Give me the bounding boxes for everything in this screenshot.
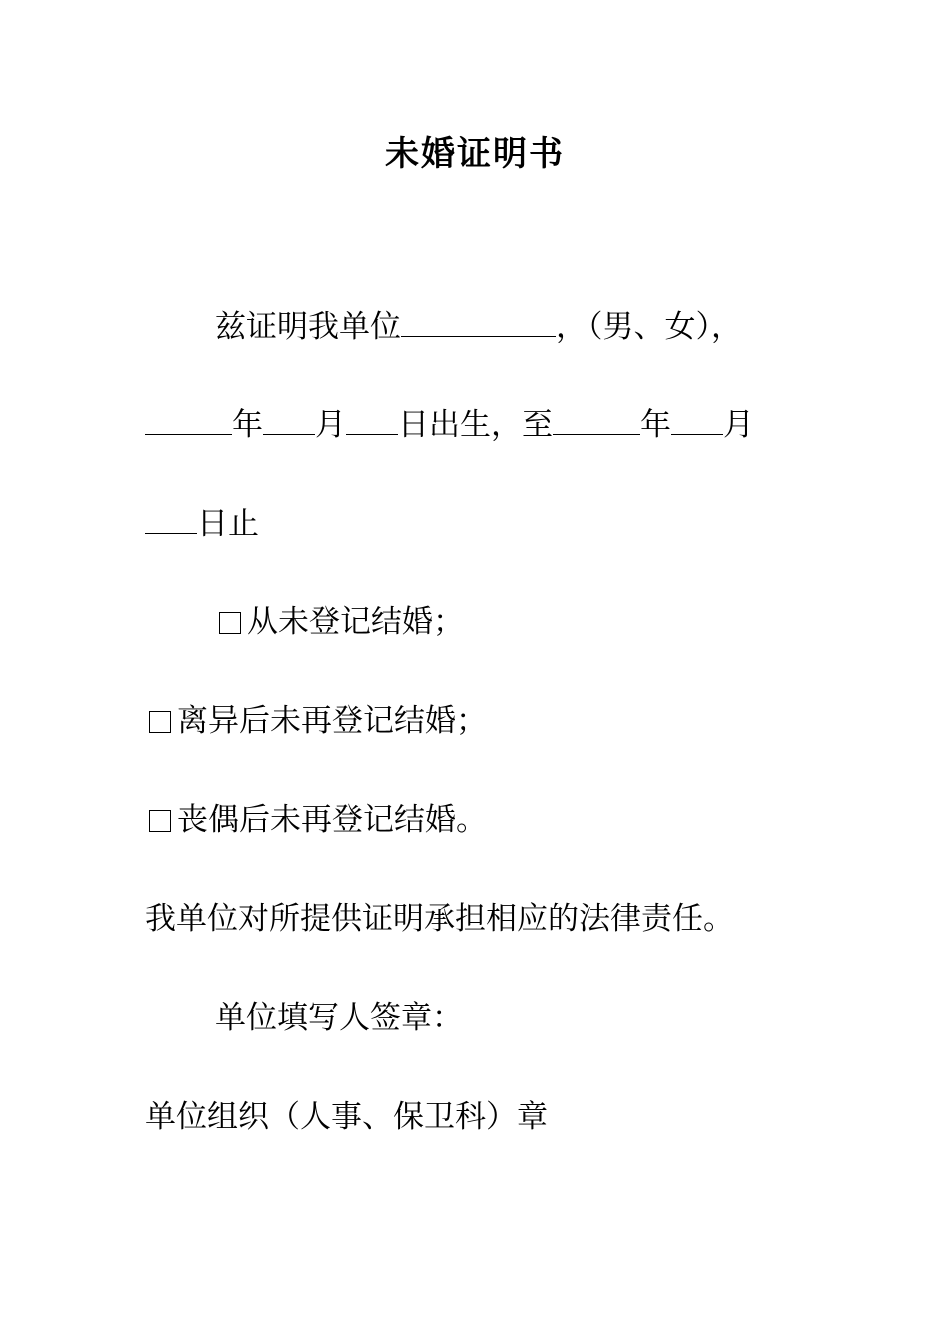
birth-month-blank[interactable] [263, 404, 315, 435]
option-label: 丧偶后未再登记结婚。 [177, 802, 487, 838]
option-never-married [215, 602, 464, 642]
until-year-blank[interactable] [553, 404, 640, 435]
year-label-2: 年 [640, 407, 671, 443]
signer-label: 单位填写人签章： [215, 1000, 463, 1036]
until-line [145, 503, 259, 544]
org-seal-label: 单位组织（人事、保卫科）章 [145, 1099, 548, 1135]
name-blank[interactable] [401, 306, 556, 337]
option-label: 从未登记结婚； [247, 604, 464, 640]
gender-text: ，（男、女）， [556, 309, 742, 345]
option-label: 离异后未再登记结婚； [177, 703, 487, 739]
checkbox-never-married[interactable] [219, 612, 241, 634]
option-widowed [145, 800, 487, 840]
birth-year-blank[interactable] [145, 404, 232, 435]
certify-prefix: 兹证明我单位 [215, 309, 401, 345]
month-label-2: 月 [723, 407, 754, 443]
certify-line [215, 306, 742, 347]
year-label: 年 [232, 407, 263, 443]
checkbox-divorced[interactable] [149, 711, 171, 733]
until-day-blank[interactable] [145, 503, 197, 534]
birth-day-blank[interactable] [346, 404, 398, 435]
until-label: 日止 [197, 506, 259, 542]
option-divorced [145, 701, 487, 741]
month-label: 月 [315, 407, 346, 443]
born-until-label: 日出生，至 [398, 407, 553, 443]
liability-statement: 我单位对所提供证明承担相应的法律责任。 [145, 901, 734, 937]
date-line [145, 404, 754, 445]
document-title: 未婚证明书 [385, 134, 565, 174]
until-month-blank[interactable] [671, 404, 723, 435]
checkbox-widowed[interactable] [149, 810, 171, 832]
